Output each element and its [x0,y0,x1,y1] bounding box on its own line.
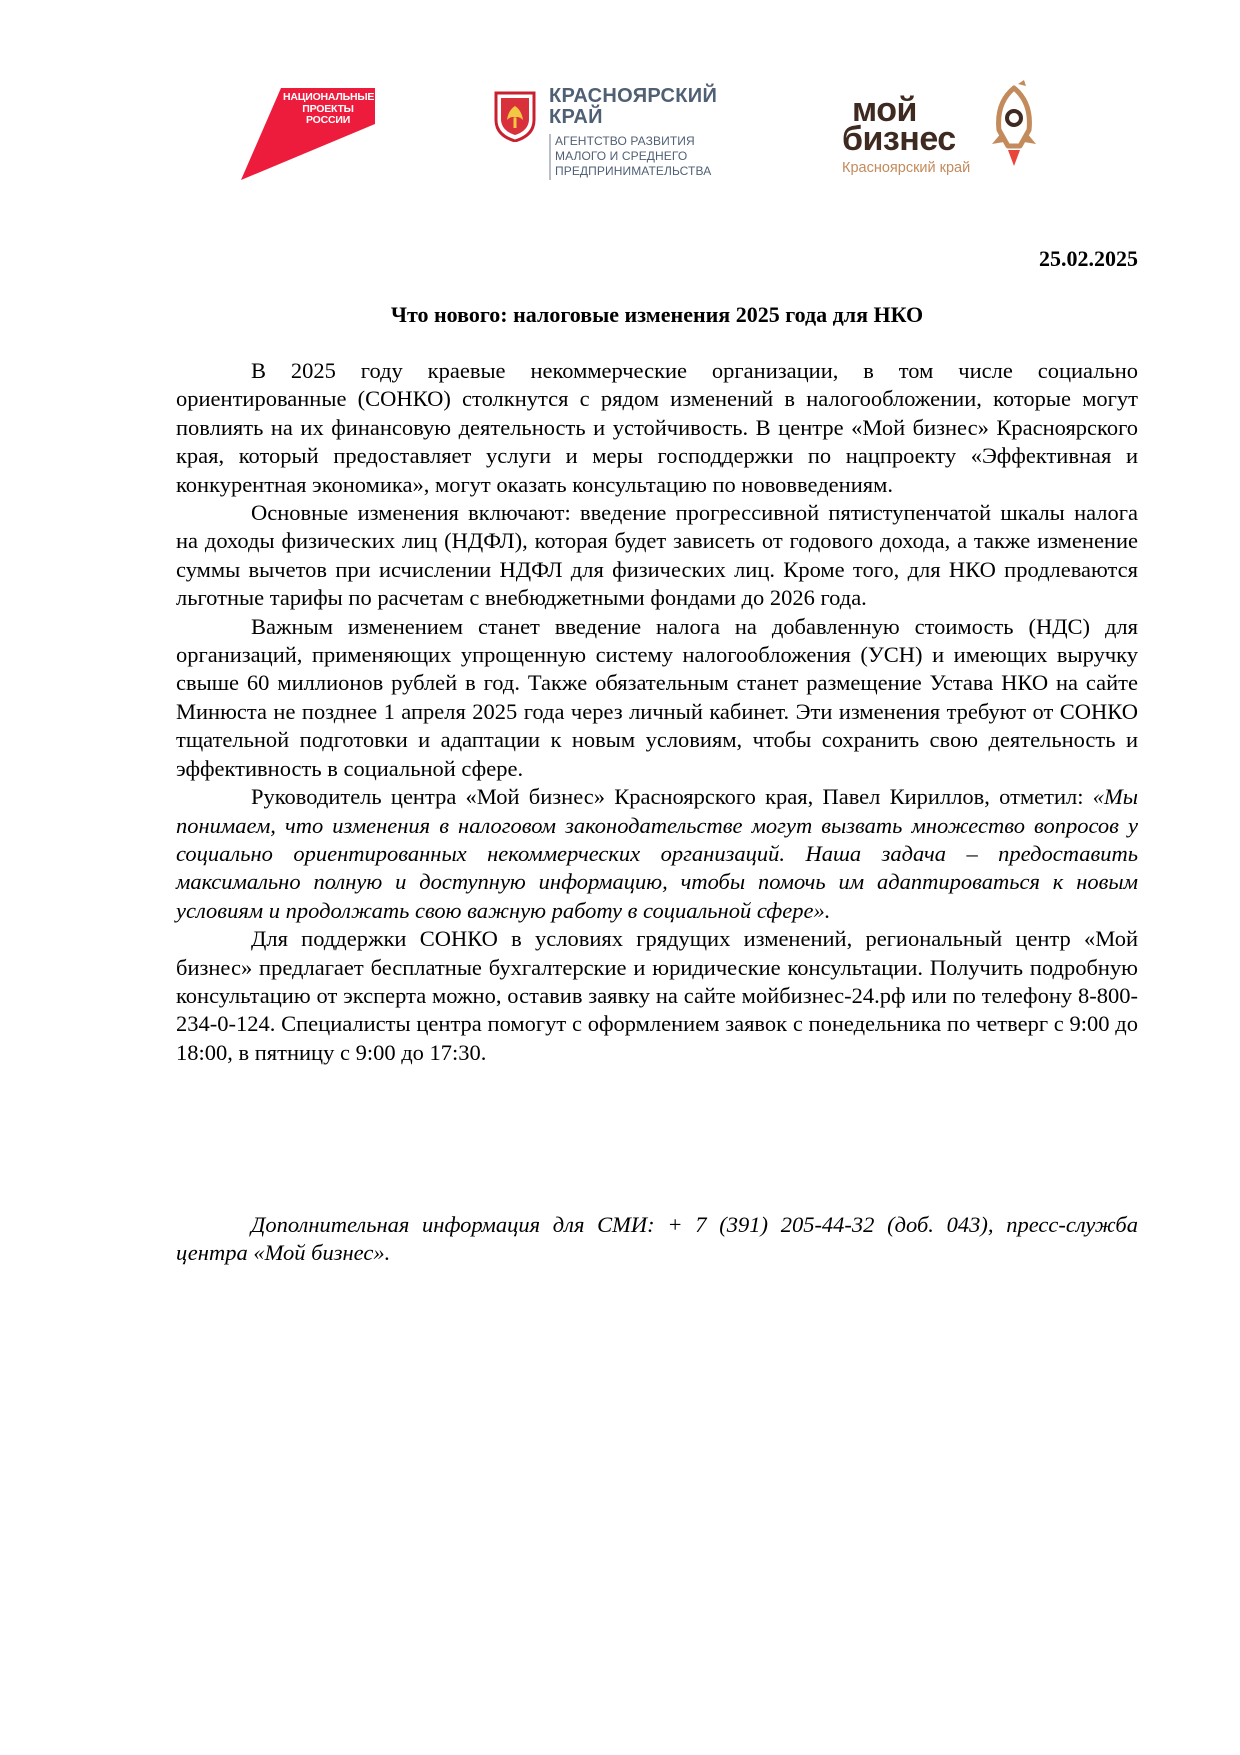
closing-paragraph: Для поддержки СОНКО в условиях грядущих изменений, региональный центр «Мой бизнес» предлагает бесплатные бухгалтерские и юридические консультации. Получить подробную консультацию от эксперта можно, оставив заявку на сайте мойбизнес-24.рф или по телефону 8-800-234-0-124. Специалисты центра помогут с оформлением заявок с понедельника по четверг с 9:00 до 18:00, в пятницу с 9:00 до 17:30. [176,926,1138,1065]
press-contact-text: Дополнительная информация для СМИ: + 7 (391) 205-44-32 (доб. 043), пресс-служба центра «Мой бизнес». [176,1212,1138,1266]
krasnoyarsk-logo-subtitle [555,134,755,179]
moy-biznes-logo [840,80,1070,180]
coat-of-arms-icon [493,90,537,142]
kk-title-line-2: КРАЙ [549,106,603,128]
body-paragraph: Важным изменением станет введение налога на добавленную стоимость (НДС) для организаций, применяющих упрощенную систему налогообложения (УСН) и имеющих выручку свыше 60 миллионов рублей в год. Также обязательным станет размещение Устава НКО на сайте Минюста не позднее 1 апреля 2025 года через личный кабинет. Эти изменения требуют от СОНКО тщательной подготовки и адаптации к новым условиям, чтобы сохранить свою деятельность и эффективность в социальной сфере. [176,613,1138,781]
national-projects-logo [241,88,375,180]
krasnoyarsk-agency-logo [493,86,753,182]
document-date: 25.02.2025 [1039,246,1138,271]
kk-title-line-1: КРАСНОЯРСКИЙ [549,85,718,107]
quote-text: «Мы понимаем, что изменения в налоговом законодательстве могут вызвать множество вопросов у социально ориентированных некоммерческих организаций. Наша задача – предоставить максимально полную и доступную информацию, чтобы помочь им адаптироваться к новым условиям и продолжать свою важную работу в социальной сфере». [176,784,1138,923]
national-projects-logo-text [283,92,373,127]
document-body [176,357,1138,1067]
body-paragraph: Основные изменения включают: введение прогрессивной пятиступенчатой шкалы налога на доходы физических лиц (НДФЛ), которая будет зависеть от годового дохода, а также изменение суммы вычетов при исчислении НДФЛ для физических лиц. Кроме того, для НКО продлеваются льготные тарифы по расчетам с внебюджетными фондами до 2026 года. [176,500,1138,611]
kk-sub-line-2: МАЛОГО И СРЕДНЕГО [555,149,688,163]
moy-biznes-logo-line-1: мой [852,91,917,129]
np-line-3: РОССИИ [305,114,351,126]
rocket-icon [988,80,1040,176]
moy-biznes-logo-line-2: бизнес [842,120,956,158]
document-title: Что нового: налоговые изменения 2025 года для НКО [390,302,924,327]
krasnoyarsk-logo-divider [549,134,551,180]
moy-biznes-logo-region: Красноярский край [842,160,971,176]
quote-paragraph [176,783,1138,925]
np-line-1: НАЦИОНАЛЬНЫЕ [283,91,375,103]
kk-sub-line-3: ПРЕДПРИНИМАТЕЛЬСТВА [555,164,712,178]
np-line-2: ПРОЕКТЫ [302,102,354,115]
kk-sub-line-1: АГЕНТСТВО РАЗВИТИЯ [555,134,695,148]
quote-intro: Руководитель центра «Мой бизнес» Красноярского края, Павел Кириллов, отметил: [251,784,1084,810]
krasnoyarsk-logo-title [549,86,759,128]
body-paragraph: В 2025 году краевые некоммерческие организации, в том числе социально ориентированные (СОНКО) столкнутся с рядом изменений в налогообложении, которые могут повлиять на их финансовую деятельность и устойчивость. В центре «Мой бизнес» Красноярского края, который предоставляет услуги и меры господдержки по нацпроекту «Эффективная и конкурентная экономика», могут оказать консультацию по нововведениям. [176,358,1138,497]
press-contact-footer [176,1211,1138,1268]
